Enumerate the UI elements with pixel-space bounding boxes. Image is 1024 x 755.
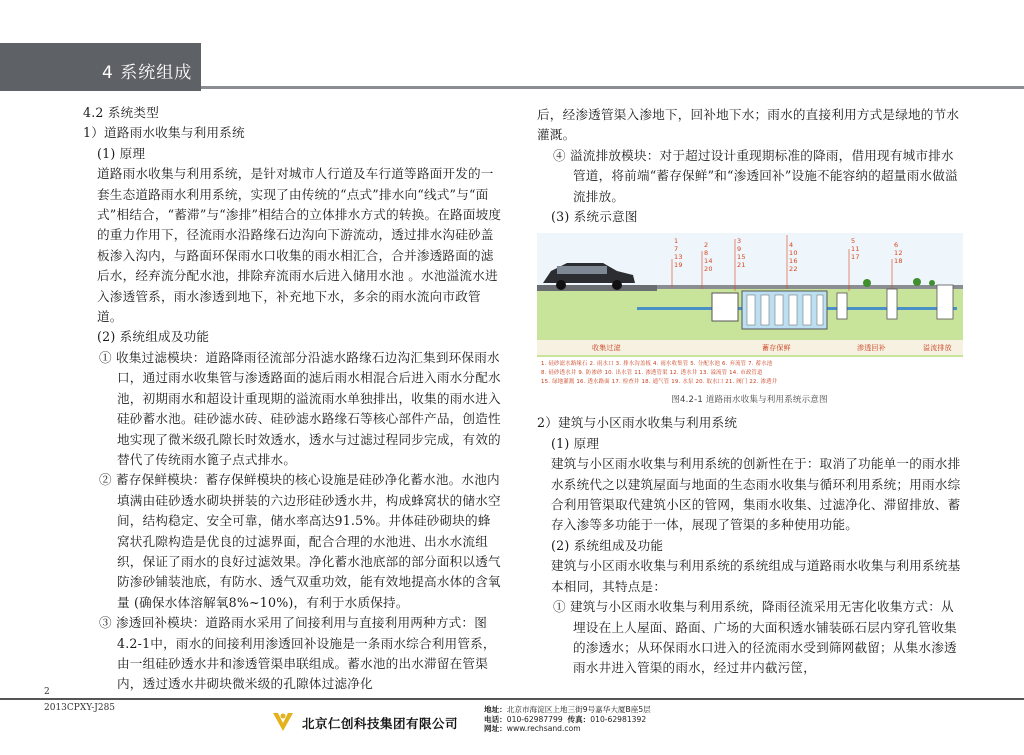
system-diagram (537, 233, 963, 391)
zone-label-1: 收集过滤 (592, 344, 621, 353)
callout-number: 18 (894, 257, 903, 266)
right-top-paragraph: (3) 系统示意图 (551, 209, 638, 225)
callout-number: 4 (789, 241, 794, 250)
zone-label-3: 渗透回补 (857, 344, 886, 353)
company-website: www.rechsand.com (506, 724, 581, 733)
phone-label: 电话： (484, 714, 507, 724)
left-paragraph: 道路雨水收集与利用系统，是针对城市人行道及车行道等路面开发的一套生态道路雨水利用系统，实现了由传统的“点式”排水向“线式”与“面式”相结合，“蓄滞”与“渗排”相结合的立体排水方式的转换。在路面坡度的重力作用下，径流雨水沿路缘石边沟向下游流动，透过排水沟硅砂盖板渗入沟内，与路面环保雨水口收集的雨水相汇合，合并渗透路面的滤后水，经弃流分配水池，排除弃流雨水后进入储用水池 。水池溢流水进入渗透管系，雨水渗透到地下，补充地下水，多余的雨水流向市政管道。 (97, 166, 502, 325)
right-bottom-paragraph: 建筑与小区雨水收集与利用系统的系统组成与道路雨水收集与利用系统基本相同，其特点是： (551, 558, 961, 594)
callout-number: 6 (894, 241, 899, 250)
left-paragraph: ① 收集过滤模块：道路降雨径流部分沿滤水路缘石边沟汇集到环保雨水口，通过雨水收集管与渗透路面的滤后雨水相混合后进入雨水分配水池，初期雨水和超设计重现期的溢流雨水单独排出，收集的雨水进入硅砂蓄水池。硅砂滤水砖、硅砂滤水路缘石等核心部件产品，创造性地实现了微米级孔隙长时效透水，透水与过滤过程同步完成，有效的替代了传统雨水篦子点式排水。 (99, 349, 501, 467)
callout-number: 16 (789, 257, 798, 266)
company-logo-icon (270, 709, 296, 735)
zone-label-4: 溢流排放 (923, 344, 952, 353)
callout-number: 5 (851, 237, 856, 246)
fax-label: 传真： (567, 714, 591, 724)
company-fax: 010-62981392 (590, 714, 647, 724)
right-column (537, 105, 962, 679)
callout-number: 22 (789, 265, 798, 274)
callout-number: 12 (894, 249, 903, 258)
footer-rule (0, 698, 1024, 700)
left-paragraph: (1) 原理 (97, 145, 146, 161)
callout-number: 2 (704, 241, 709, 250)
right-bottom-paragraph: 建筑与小区雨水收集与利用系统的创新性在于：取消了功能单一的雨水排水系统代之以建筑屋面与地面的生态雨水收集与循环利用系统；用雨水综合利用管渠取代建筑小区的管网，集雨水收集、过滤净化、滞留排放、蓄存入渗等多功能于一体，展现了管渠的多种使用功能。 (551, 456, 961, 533)
callout-number: 11 (851, 245, 860, 254)
right-bottom-paragraph: (2) 系统组成及功能 (551, 537, 664, 553)
page-number: 2 (44, 687, 50, 697)
diagram-svg (537, 233, 963, 391)
section-title: 4 系统组成 (102, 63, 193, 83)
right-column-bottom (537, 413, 962, 678)
right-top-paragraph: 后，经渗透管渠入渗地下，回补地下水；雨水的直接利用方式是绿地的节水灌溉。 (537, 107, 960, 143)
callout-number: 13 (674, 253, 683, 262)
callout-number: 10 (789, 249, 798, 258)
right-column-top (537, 105, 962, 227)
company-address: 北京市海淀区上地三街9号嘉华大厦B座5层 (506, 705, 651, 714)
header-rule (201, 86, 1024, 89)
legend-line-2: 8. 硅砂透水井 9. 防渗砂 10. 出水管 11. 渗透管渠 12. 透水井 13. 溢流管 14. 市政管道 (541, 370, 763, 377)
right-bottom-paragraph: 2）建筑与小区雨水收集与利用系统 (537, 415, 738, 431)
web-label: 网址： (484, 724, 507, 733)
callout-number: 21 (737, 261, 746, 270)
right-top-paragraph: ④ 溢流排放模块：对于超过设计重现期标准的降雨，借用现有城市排水管道，将前端“蓄存保鲜”和“渗透回补”设施不能容纳的超量雨水做溢流排放。 (553, 147, 958, 204)
left-paragraph: (2) 系统组成及功能 (97, 329, 210, 345)
callout-number: 3 (737, 237, 742, 246)
left-paragraph: ③ 渗透回补模块：道路雨水采用了间接利用与直接利用两种方式：图4.2-1中，雨水的间接利用渗透回补设施是一条雨水综合利用管系，由一组硅砂透水井和渗透管渠串联组成。蓄水池的出水滞留在管渠内，透过透水井砌块微米级的孔隙体过滤净化 (99, 615, 496, 692)
right-bottom-paragraph: (1) 原理 (551, 435, 600, 451)
left-paragraph: ② 蓄存保鲜模块：蓄存保鲜模块的核心设施是硅砂净化蓄水池。水池内填满由硅砂透水砌块拼装的六边形硅砂透水井，构成蜂窝状的储水空间，结构稳定、安全可靠，储水率高达91.5%。井体硅砂砌块的蜂窝状孔隙构造是优良的过滤界面，配合合理的水池进、出水水流组织，保证了雨水的良好过滤效果。净化蓄水池底部的部分面积以透气防渗砂铺装池底，有防水、透气双重功效，能有效地提高水体的含氧量 (确保水体溶解氧8%~10%)，有利于水质保持。 (99, 472, 501, 610)
document-code: 2013CPXY-J285 (44, 703, 116, 713)
figure-caption: 图4.2-1 道路雨水收集与利用系统示意图 (671, 395, 828, 406)
callout-number: 17 (851, 253, 860, 262)
callout-number: 1 (674, 237, 679, 246)
legend-line-1: 1. 硅砂滤水路缘石 2. 雨水口 3. 排水沟盖板 4. 雨水收集管 5. 分配水池 6. 弃流管 7. 蓄水池 (541, 361, 773, 368)
zone-label-2: 蓄存保鲜 (762, 344, 791, 353)
right-bottom-paragraph: ① 建筑与小区雨水收集与利用系统，降雨径流采用无害化收集方式：从埋设在上人屋面、路面、广场的大面积透水铺装砾石层内穿孔管收集的渗透水；从环保雨水口进入的径流雨水受到筛网截留；从集水渗透雨水井进入管渠的雨水，经过井内截污筐， (553, 599, 957, 676)
left-paragraph: 4.2 系统类型 (83, 105, 160, 120)
callout-number: 19 (674, 261, 683, 270)
left-paragraph: 1）道路雨水收集与利用系统 (83, 125, 245, 141)
company-name: 北京仁创科技集团有限公司 (302, 716, 459, 731)
left-column (83, 103, 503, 695)
company-phone: 010-62987799 (506, 714, 563, 724)
callout-number: 20 (704, 265, 713, 274)
legend-line-3: 15. 绿地灌溉 16. 透水路面 17. 检查井 18. 通气管 19. 水泵 20. 取水口 21. 阀门 22. 渗透井 (541, 379, 778, 386)
callout-number: 15 (737, 253, 746, 262)
callout-number: 14 (704, 257, 713, 266)
address-label: 地址： (484, 705, 507, 714)
callout-number: 7 (674, 245, 679, 254)
contact-info (484, 705, 651, 734)
callout-number: 9 (737, 245, 742, 254)
callout-number: 8 (704, 249, 709, 258)
